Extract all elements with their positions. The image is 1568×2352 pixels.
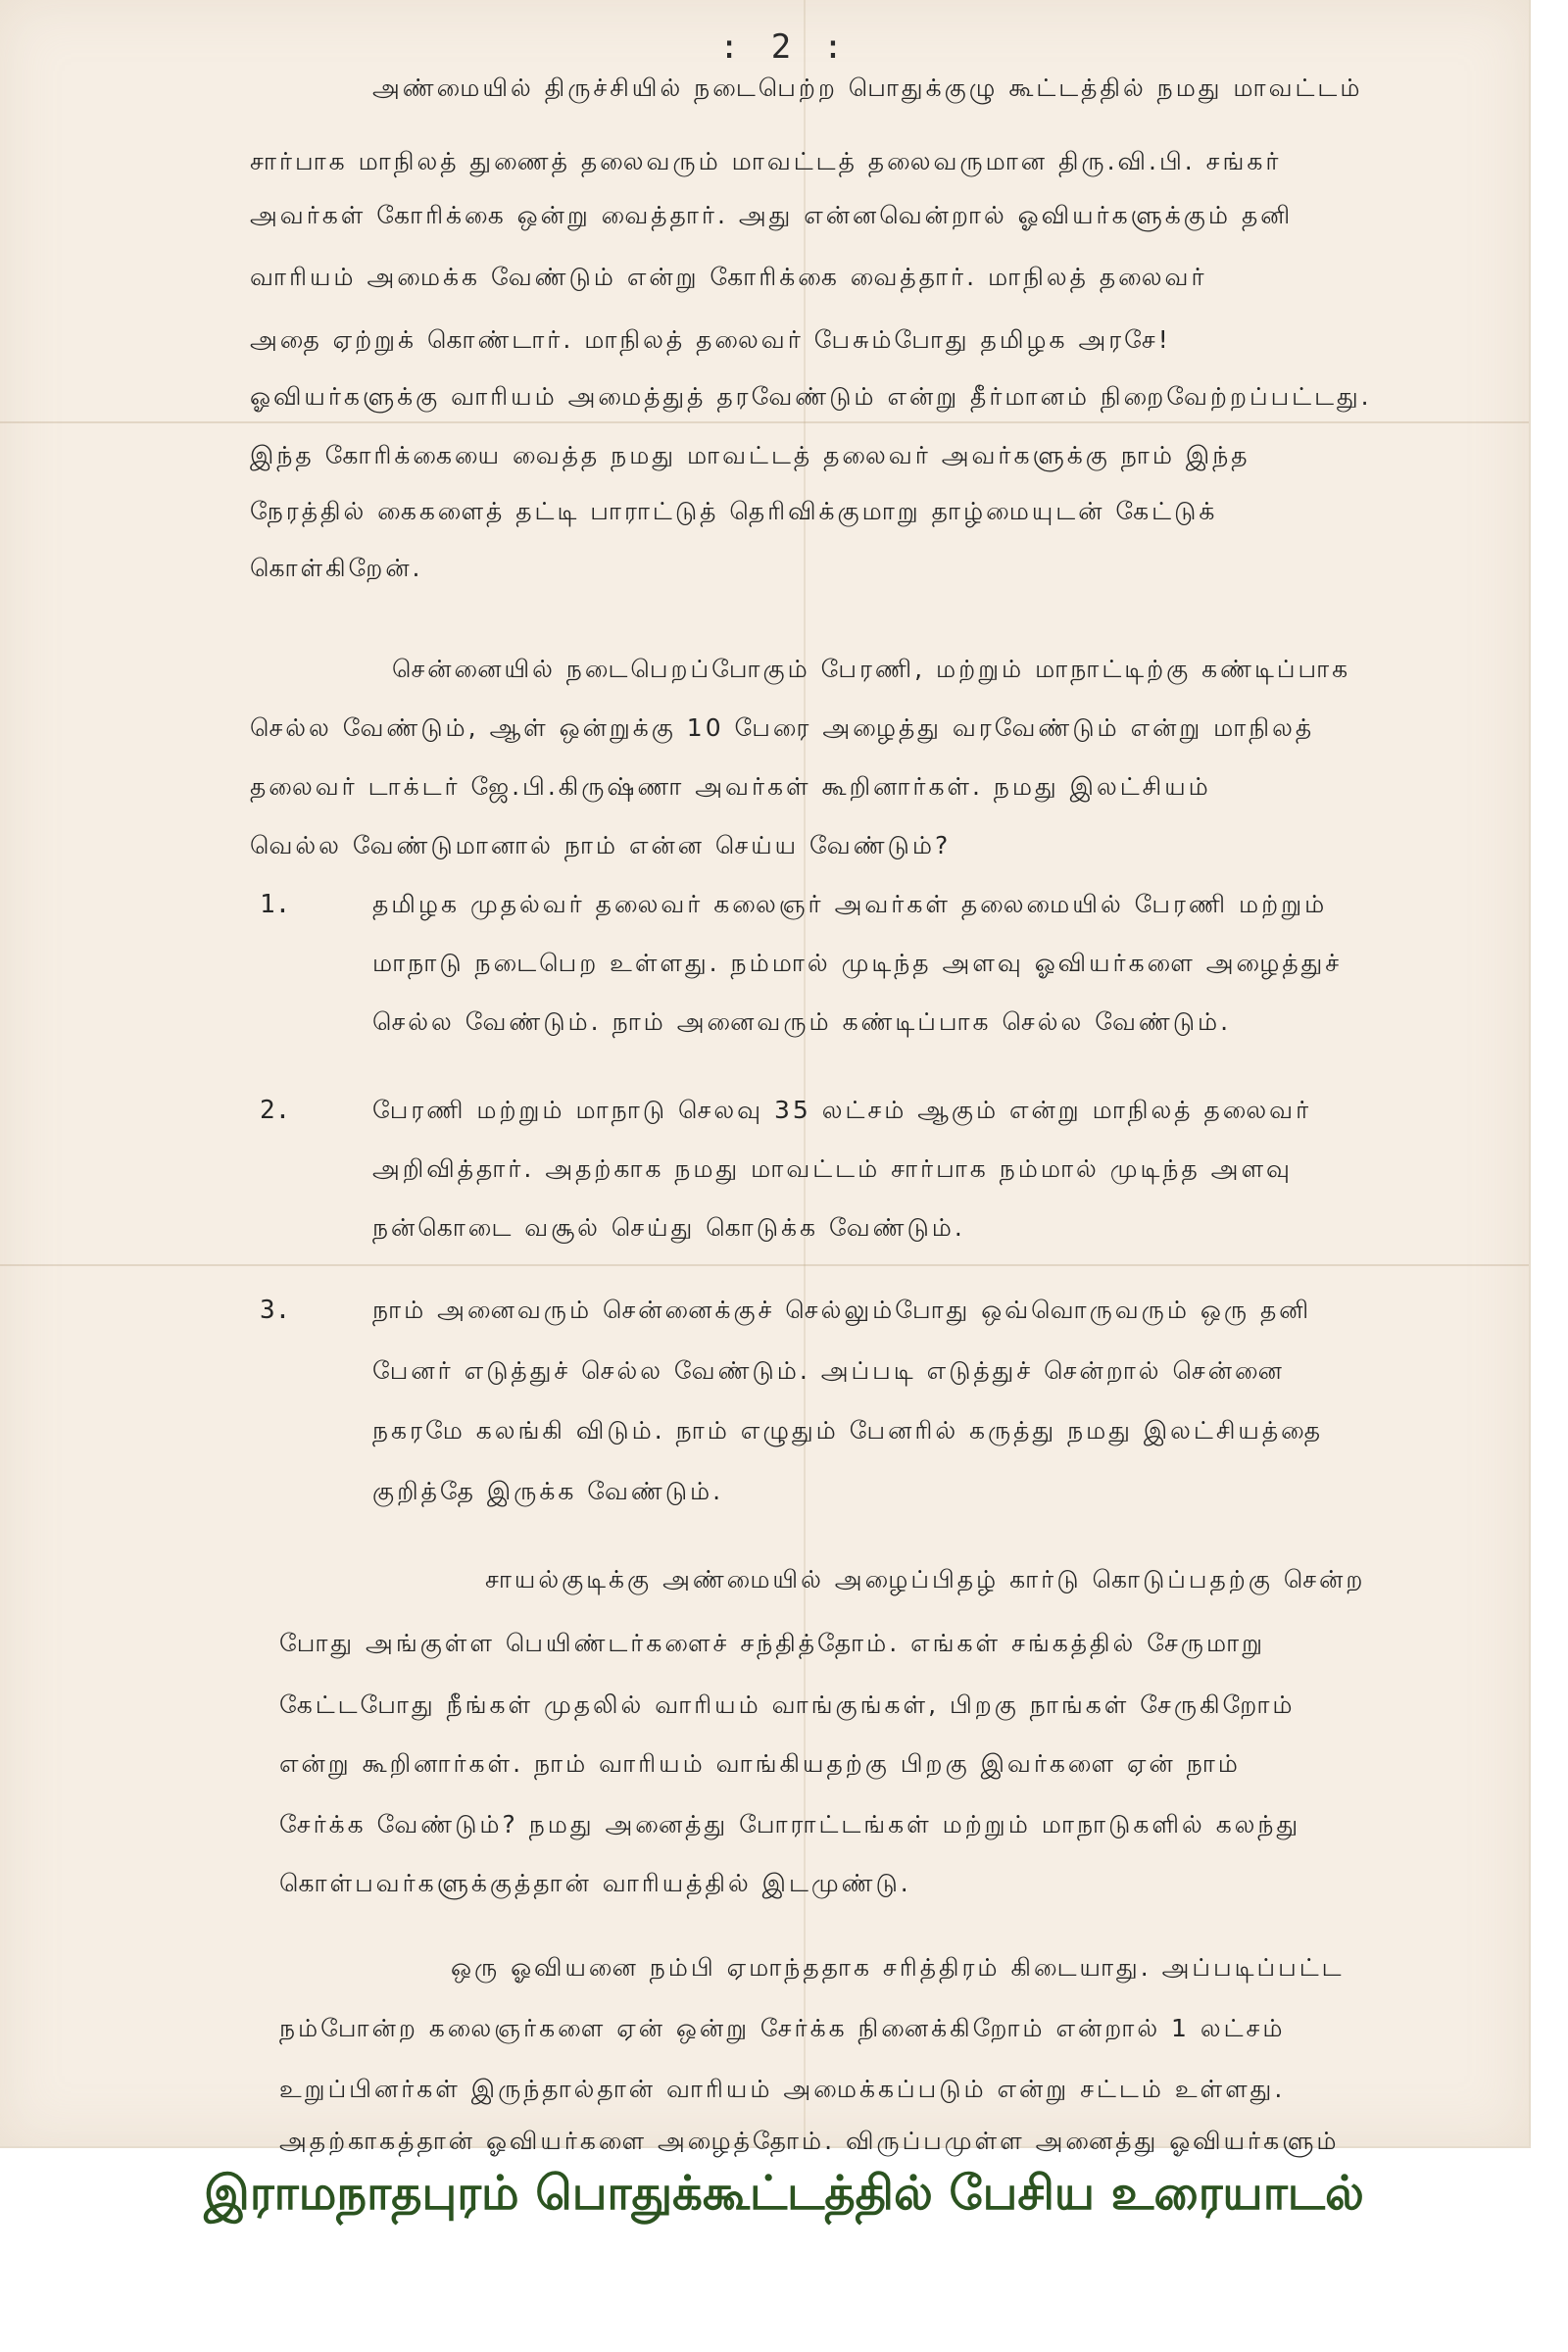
text-line: அவர்கள் கோரிக்கை ஒன்று வைத்தார். அது என்னவென்றால் ஓவியர்களுக்கும் தனி — [250, 201, 1294, 229]
list-item-line: குறித்தே இருக்க வேண்டும். — [372, 1477, 724, 1505]
text-line: அதை ஏற்றுக் கொண்டார். மாநிலத் தலைவர் பேசும்போது தமிழக அரசே! — [250, 325, 1171, 354]
list-item-line: அறிவித்தார். அதற்காக நமது மாவட்டம் சார்பாக நம்மால் முடிந்த அளவு — [372, 1154, 1293, 1183]
text-line: இந்த கோரிக்கையை வைத்த நமது மாவட்டத் தலைவர் அவர்களுக்கு நாம் இந்த — [250, 441, 1250, 469]
text-line: என்று கூறினார்கள். நாம் வாரியம் வாங்கியதற்கு பிறகு இவர்களை ஏன் நாம் — [279, 1749, 1241, 1778]
text-line: போது அங்குள்ள பெயிண்டர்களைச் சந்தித்தோம். எங்கள் சங்கத்தில் சேருமாறு — [279, 1629, 1266, 1657]
text-line: கொள்பவர்களுக்குத்தான் வாரியத்தில் இடமுண்டு. — [279, 1869, 911, 1897]
list-item-line: செல்ல வேண்டும். நாம் அனைவரும் கண்டிப்பாக செல்ல வேண்டும். — [372, 1007, 1232, 1036]
text-line: வெல்ல வேண்டுமானால் நாம் என்ன செய்ய வேண்டும்? — [250, 831, 952, 859]
list-item-line: மாநாடு நடைபெற உள்ளது. நம்மால் முடிந்த அளவு ஓவியர்களை அழைத்துச் — [372, 949, 1343, 977]
text-line: ஒரு ஓவியனை நம்பி ஏமாந்ததாக சரித்திரம் கிடையாது. அப்படிப்பட்ட — [451, 1953, 1345, 1982]
page-number: : 2 : — [718, 27, 850, 67]
list-item-line: பேரணி மற்றும் மாநாடு செலவு 35 லட்சம் ஆகும் என்று மாநிலத் தலைவர் — [372, 1096, 1312, 1124]
text-line: அண்மையில் திருச்சியில் நடைபெற்ற பொதுக்குழு கூட்டத்தில் நமது மாவட்டம் — [372, 74, 1363, 102]
text-line: சென்னையில் நடைபெறப்போகும் பேரணி, மற்றும் மாநாட்டிற்கு கண்டிப்பாக — [392, 655, 1351, 683]
list-number: 3. — [260, 1296, 291, 1325]
text-line: சேர்க்க வேண்டும்? நமது அனைத்து போராட்டங்கள் மற்றும் மாநாடுகளில் கலந்து — [279, 1810, 1301, 1838]
caption: இராமநாதபுரம் பொதுக்கூட்டத்தில் பேசிய உரையாடல் — [204, 2166, 1364, 2221]
text-line: கேட்டபோது நீங்கள் முதலில் வாரியம் வாங்குங்கள், பிறகு நாங்கள் சேருகிறோம் — [279, 1690, 1296, 1719]
text-line: சாயல்குடிக்கு அண்மையில் அழைப்பிதழ் கார்டு கொடுப்பதற்கு சென்ற — [485, 1565, 1366, 1593]
text-line: நம்போன்ற கலைஞர்களை ஏன் ஒன்று சேர்க்க நினைக்கிறோம் என்றால் 1 லட்சம் — [279, 2014, 1286, 2042]
list-item-line: நன்கொடை வசூல் செய்து கொடுக்க வேண்டும். — [372, 1213, 965, 1242]
paper-fold — [0, 1264, 1529, 1266]
text-line: உறுப்பினர்கள் இருந்தால்தான் வாரியம் அமைக்கப்படும் என்று சட்டம் உள்ளது. — [279, 2075, 1286, 2103]
text-line: சார்பாக மாநிலத் துணைத் தலைவரும் மாவட்டத் தலைவருமான திரு.வி.பி. சங்கர் — [250, 147, 1282, 175]
paper-fold — [0, 421, 1529, 423]
list-item-line: பேனர் எடுத்துச் செல்ல வேண்டும். அப்படி எடுத்துச் சென்றால் சென்னை — [372, 1356, 1285, 1385]
text-line: நேரத்தில் கைகளைத் தட்டி பாராட்டுத் தெரிவிக்குமாறு தாழ்மையுடன் கேட்டுக் — [250, 497, 1218, 525]
text-line: தலைவர் டாக்டர் ஜே.பி.கிருஷ்ணா அவர்கள் கூறினார்கள். நமது இலட்சியம் — [250, 772, 1211, 801]
text-line: கொள்கிறேன். — [250, 554, 423, 582]
list-item-line: நகரமே கலங்கி விடும். நாம் எழுதும் பேனரில் கருத்து நமது இலட்சியத்தை — [372, 1416, 1324, 1445]
list-number: 1. — [260, 890, 291, 919]
list-number: 2. — [260, 1096, 291, 1125]
list-item-line: நாம் அனைவரும் சென்னைக்குச் செல்லும்போது ஒவ்வொருவரும் ஒரு தனி — [372, 1296, 1312, 1324]
text-line: வாரியம் அமைக்க வேண்டும் என்று கோரிக்கை வைத்தார். மாநிலத் தலைவர் — [250, 263, 1207, 291]
text-line: செல்ல வேண்டும், ஆள் ஒன்றுக்கு 10 பேரை அழைத்து வரவேண்டும் என்று மாநிலத் — [250, 713, 1315, 742]
text-line: அதற்காகத்தான் ஓவியர்களை அழைத்தோம். விருப்பமுள்ள அனைத்து ஓவியர்களும் — [279, 2127, 1340, 2155]
text-line: ஓவியர்களுக்கு வாரியம் அமைத்துத் தரவேண்டும் என்று தீர்மானம் நிறைவேற்றப்பட்டது. — [250, 382, 1372, 411]
list-item-line: தமிழக முதல்வர் தலைவர் கலைஞர் அவர்கள் தலைமையில் பேரணி மற்றும் — [372, 890, 1328, 918]
